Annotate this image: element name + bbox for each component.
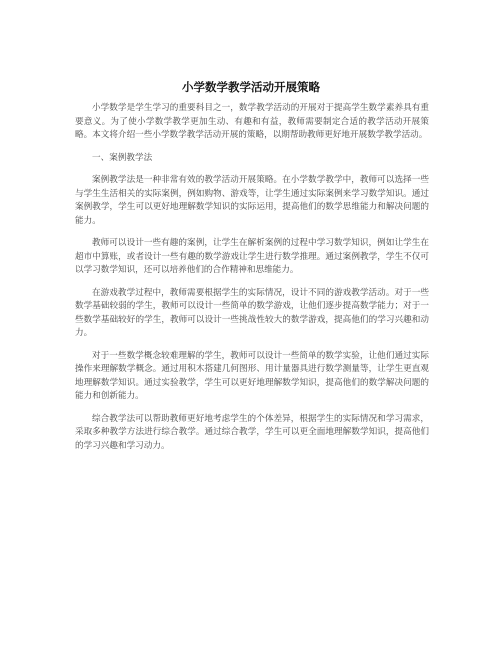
paragraph-case-method: 案例教学法是一种非常有效的教学活动开展策略。在小学数学教学中，教师可以选择一些与学生生活相关的实际案例，例如购物、游戏等，让学生通过实际案例来学习数学知识。通过案例教学，学生可以更好地理解数学知识的实际运用，提高他们的数学思维能力和解决问题的能力。 <box>75 175 429 226</box>
paragraph-intro: 小学数学是学生学习的重要科目之一，数学教学活动的开展对于提高学生数学素养具有重要意义。为了使小学数学教学更加生动、有趣和有益，教师需要制定合适的教学活动开展策略。本文将介绍一些小学数学教学活动开展的策略，以期帮助教师更好地开展数学教学活动。 <box>75 103 429 140</box>
document-body <box>75 102 429 462</box>
section-heading-case-teaching: 一、案例教学法 <box>92 152 153 163</box>
paragraph-game-teaching: 在游戏教学过程中，教师需要根据学生的实际情况，设计不同的游戏教学活动。对于一些数学基础较弱的学生，教师可以设计一些简单的数学游戏，让他们逐步提高数学能力；对于一些数学基础较好的学生，教师可以设计一些挑战性较大的数学游戏，提高他们的学习兴趣和动力。 <box>75 287 429 338</box>
document-title: 小学数学教学活动开展策略 <box>182 80 320 94</box>
paragraph-experiment-teaching: 对于一些数学概念较难理解的学生，教师可以设计一些简单的数学实验，让他们通过实际操作来理解数学概念。通过用积木搭建几何图形、用计量器具进行数学测量等，让学生更直观地理解数学知识。通过实验教学，学生可以更好地理解数学知识，提高他们的数学解决问题的能力和创新能力。 <box>75 350 429 401</box>
paragraph-case-design: 教师可以设计一些有趣的案例，让学生在解析案例的过程中学习数学知识，例如让学生在超市中算账，或者设计一些有趣的数学游戏让学生进行数学推理。通过案例教学，学生不仅可以学习数学知识，还可以培养他们的合作精神和思维能力。 <box>75 238 429 275</box>
paragraph-comprehensive-teaching: 综合教学法可以帮助教师更好地考虑学生的个体差异，根据学生的实际情况和学习需求，采取多种教学方法进行综合教学。通过综合教学，学生可以更全面地理解数学知识，提高他们的学习兴趣和学习动力。 <box>75 413 429 451</box>
